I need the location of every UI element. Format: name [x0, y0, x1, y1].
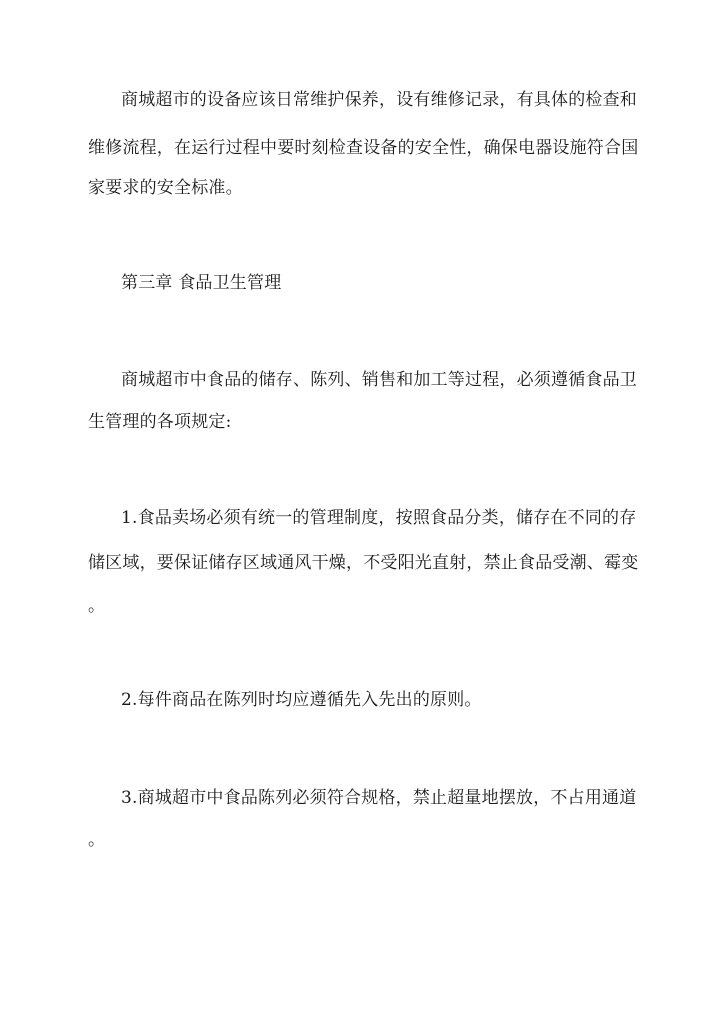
- item-1-line-3: 。: [88, 596, 106, 616]
- paragraph-2-line-1: 商城超市中食品的储存、陈列、销售和加工等过程，必须遵循食品卫: [121, 370, 637, 390]
- item-3-line-2: 。: [88, 830, 106, 850]
- paragraph-2-line-2: 生管理的各项规定:: [88, 412, 232, 432]
- paragraph-1-line-3: 家要求的安全标准。: [88, 178, 243, 198]
- paragraph-1-line-2: 维修流程，在运行过程中要时刻检查设备的安全性，确保电器设施符合国: [88, 138, 639, 158]
- item-1-line-2: 储区域，要保证储存区域通风干燥，不受阳光直射，禁止食品受潮、霉变: [88, 553, 639, 573]
- paragraph-1-line-1: 商城超市的设备应该日常维护保养，设有维修记录，有具体的检查和: [121, 90, 637, 110]
- item-3-line-1: 3.商城超市中食品陈列必须符合规格，禁止超量地摆放，不占用通道: [121, 788, 637, 808]
- chapter-heading: 第三章 食品卫生管理: [121, 273, 282, 293]
- item-2-line-1: 2.每件商品在陈列时均应遵循先入先出的原则。: [121, 690, 482, 710]
- item-1-line-1: 1.食品卖场必须有统一的管理制度，按照食品分类，储存在不同的存: [121, 508, 637, 528]
